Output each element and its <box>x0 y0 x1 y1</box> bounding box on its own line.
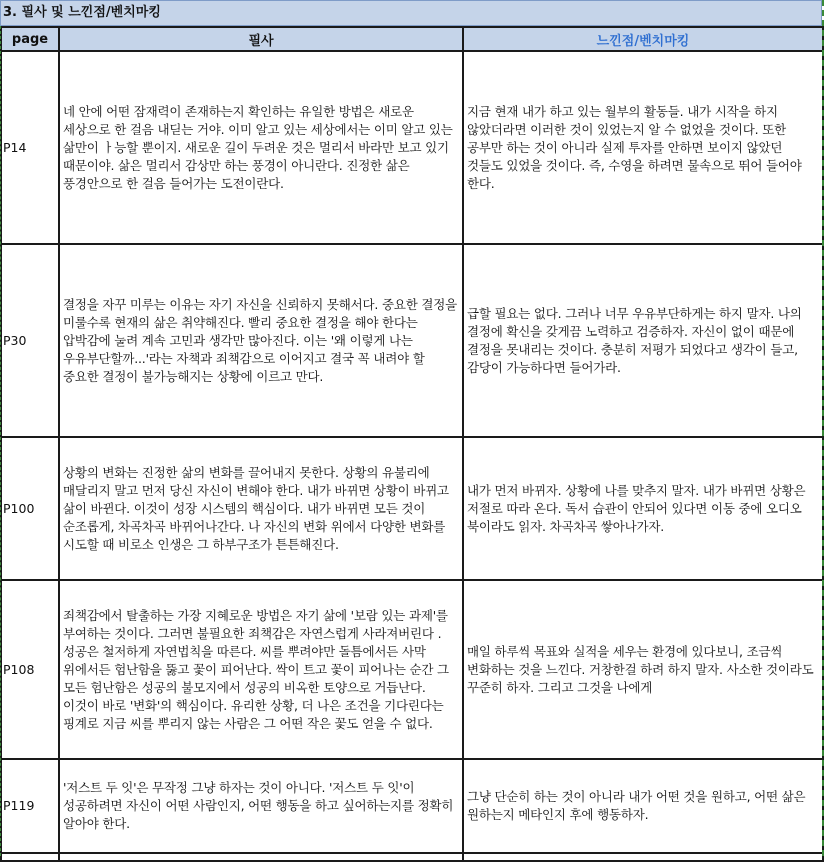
page-cell[interactable]: P100 <box>1 437 59 580</box>
reflection-cell[interactable]: 그냥 단순히 하는 것이 아니라 내가 어떤 것을 원하고, 어떤 삶은 원하는지 메타인지 후에 행동하자. <box>463 759 823 853</box>
reflection-cell[interactable]: 매일 하루씩 목표와 실적을 세우는 환경에 있다보니, 조금씩 변화하는 것을 느낀다. 거창한걸 하려 하지 말자. 사소한 것이라도 꾸준히 하자. 그리고 그것을 나에게 <box>463 580 823 759</box>
reflection-cell[interactable]: 내가 먼저 바뀌자. 상황에 나를 맞추지 말자. 내가 바뀌면 상황은 저절로 따라 온다. 독서 습관이 안되어 있다면 이동 중에 오디오 북이라도 읽자. 차곡차곡 쌓아나가자. <box>463 437 823 580</box>
copy-cell[interactable]: 죄책감에서 탈출하는 가장 지혜로운 방법은 자기 삶에 '보람 있는 과제'를 부여하는 것이다. 그러면 불필요한 죄책감은 자연스럽게 사라져버린다 . 성공은 철저하게 자연법칙을 따른다. 씨를 뿌려야만 돌틈에서든 사막 위에서든 험난함을 뚫고 꽃이 피어난다. 싹이 트고 꽃이 피어나는 순간 그 모든 험난함은 성공의 불모지에서 성공의 비옥한 토양으로 거듭난다. 이것이 바로 '변화'의 핵심이다. 유리한 상황, 더 나은 조건을 기다린다는 핑계로 지금 씨를 뿌리지 않는 사람은 그 어떤 작은 꽃도 얻을 수 없다. <box>59 580 463 759</box>
reflection-cell-empty[interactable] <box>463 853 823 861</box>
page-cell[interactable]: P119 <box>1 759 59 853</box>
copy-cell[interactable]: 결정을 자꾸 미루는 이유는 자기 자신을 신뢰하지 못해서다. 중요한 결정을 미룰수록 현재의 삶은 취약해진다. 빨리 중요한 결정을 해야 한다는 압박감에 눌려 계속 고민과 생각만 많아진다. 이는 '왜 이렇게 나는 우유부단할까...'라는 자책과 죄책감으로 이어지고 결국 꼭 내려야 할 중요한 결정이 불가능해지는 상황에 이르고 만다. <box>59 244 463 437</box>
page-cell[interactable]: P108 <box>1 580 59 759</box>
table-row <box>1 759 823 853</box>
section-title: 3. 필사 및 느낀점/벤치마킹 <box>0 0 822 26</box>
page-break-line <box>822 0 824 856</box>
print-area-left-border <box>0 26 1 856</box>
table-row-partial <box>1 853 823 861</box>
table-row <box>1 51 823 244</box>
table-row <box>1 580 823 759</box>
copy-cell[interactable]: 상황의 변화는 진정한 삶의 변화를 끌어내지 못한다. 상황의 유불리에 매달리지 말고 먼저 당신 자신이 변해야 한다. 내가 바뀌면 상황이 바뀌고 삶이 바뀐다. 이것이 성장 시스템의 핵심이다. 내가 바뀌면 모든 것이 순조롭게, 차곡차곡 바뀌어나간다. 나 자신의 변화 위에서 다양한 변화를 시도할 때 비로소 인생은 그 하부구조가 튼튼해진다. <box>59 437 463 580</box>
table-row <box>1 244 823 437</box>
reflection-cell[interactable]: 지금 현재 내가 하고 있는 월부의 활동들. 내가 시작을 하지 않았더라면 이러한 것이 있었는지 알 수 없었을 것이다. 또한 공부만 하는 것이 아니라 실제 투자를 안하면 보이지 않았던 것들도 있었을 것이다. 즉, 수영을 하려면 물속으로 뛰어 들어야 한다. <box>463 51 823 244</box>
header-copy[interactable]: 필사 <box>59 27 463 51</box>
page-cell[interactable]: P30 <box>1 244 59 437</box>
header-page[interactable]: page <box>1 27 59 51</box>
copy-cell-empty[interactable] <box>59 853 463 861</box>
copy-cell[interactable]: '저스트 두 잇'은 무작정 그냥 하자는 것이 아니다. '저스트 두 잇'이 성공하려면 자신이 어떤 사람인지, 어떤 행동을 하고 싶어하는지를 정확히 알아야 한다. <box>59 759 463 853</box>
notes-table <box>0 26 824 862</box>
table-row <box>1 437 823 580</box>
copy-cell[interactable]: 네 안에 어떤 잠재력이 존재하는지 확인하는 유일한 방법은 새로운 세상으로 한 걸음 내딛는 거야. 이미 알고 있는 세상에서는 이미 알고 있는 삶만이 ㅏ능할 뿐이지. 새로운 길이 두려운 것은 멀리서 바라만 보고 있기 때문이야. 삶은 멀리서 감상만 하는 풍경이 아니란다. 진정한 삶은 풍경안으로 한 걸음 들어가는 도전이란다. <box>59 51 463 244</box>
page-cell[interactable]: P14 <box>1 51 59 244</box>
reflection-cell[interactable]: 급할 필요는 없다. 그러나 너무 우유부단하게는 하지 말자. 나의 결정에 확신을 갖게끔 노력하고 검증하자. 자신이 없이 때문에 결정을 못내리는 것이다. 충분히 저평가 되었다고 생각이 들고, 감당이 가능하다면 들어가라. <box>463 244 823 437</box>
header-reflection[interactable]: 느낀점/벤치마킹 <box>463 27 823 51</box>
header-row <box>1 27 823 51</box>
page-cell-empty[interactable] <box>1 853 59 861</box>
